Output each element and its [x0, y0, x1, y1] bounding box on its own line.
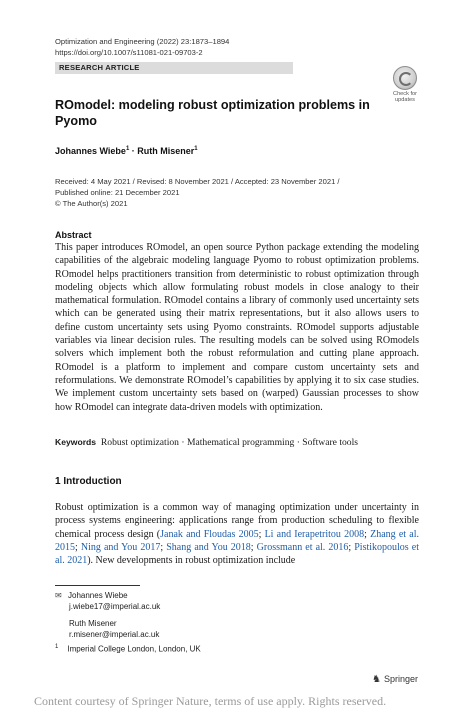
citation-link[interactable]: Ning and You 2017 [80, 541, 161, 553]
correspondence-email[interactable]: r.misener@imperial.ac.uk [69, 630, 160, 639]
publication-history [55, 176, 340, 209]
affiliation-text: Imperial College London, London, UK [67, 644, 201, 654]
citation-link[interactable]: Zhang et al. 2015 [55, 528, 419, 553]
affiliation-mark: 1 [55, 644, 59, 650]
history-published: Published online: 21 December 2021 [55, 188, 180, 197]
journal-citation: Optimization and Engineering (2022) 23:1873–1894 [55, 37, 230, 46]
paper-title: ROmodel: modeling robust optimization problems in Pyomo [55, 98, 370, 128]
article-type-bar [55, 62, 293, 74]
author-name[interactable]: Ruth Misener [137, 146, 195, 156]
check-for-updates-button[interactable] [388, 66, 422, 102]
correspondence-name: Johannes Wiebe [68, 591, 128, 600]
author-affiliation-mark: 1 [125, 146, 130, 152]
publisher-name: Springer [383, 674, 418, 684]
abstract-heading: Abstract [55, 230, 92, 240]
check-for-updates-icon [393, 66, 417, 90]
citation-link[interactable]: Pistikopoulos et al. 2021 [55, 541, 419, 567]
springer-horse-icon: ♞ [372, 674, 381, 685]
history-dates: Received: 4 May 2021 / Revised: 8 November 2021 / Accepted: 23 November 2021 / [55, 177, 340, 186]
correspondence-name: Ruth Misener [69, 619, 117, 628]
article-type-label: RESEARCH ARTICLE [59, 63, 140, 72]
correspondence-block [55, 590, 160, 640]
citation-link[interactable]: Li and Ierapetritou 2008 [264, 528, 365, 540]
author-separator: · [129, 146, 138, 156]
affiliation-note [55, 644, 201, 654]
envelope-icon: ✉ [55, 591, 62, 600]
citation-link[interactable]: Shang and You 2018 [166, 541, 251, 553]
citation-link[interactable]: Janak and Floudas 2005 [160, 528, 259, 540]
check-for-updates-label: Check for updates [393, 91, 417, 103]
section-heading: 1 Introduction [55, 476, 122, 487]
journal-doi[interactable]: https://doi.org/10.1007/s11081-021-09703-2 [55, 48, 203, 57]
section-paragraph: Robust optimization is a common way of managing optimization under uncertainty in process systems engineering: applications range from production scheduling to flexible chemical process design (Janak and Floudas 2005; Li and Ierapetritou 2008; Zhang et al. 2015; Ning and You 2017; Shang and You 2018; Grossmann et al. 2016; Pistikopoulos et al. 2021). New developments in robust optimization include [55, 502, 419, 567]
keywords-label: Keywords [55, 437, 97, 447]
citation-link[interactable]: Grossmann et al. 2016 [256, 541, 349, 553]
journal-header [55, 36, 229, 58]
copyright-notice: © The Author(s) 2021 [55, 199, 128, 208]
courtesy-watermark: Content courtesy of Springer Nature, terms of use apply. Rights reserved. [34, 694, 387, 708]
author-affiliation-mark: 1 [194, 146, 198, 152]
footnote-divider [55, 585, 140, 586]
publisher-logo [372, 674, 418, 685]
author-list [55, 146, 198, 156]
keywords-text: Robust optimization · Mathematical programming · Software tools [100, 437, 358, 448]
correspondence-email[interactable]: j.wiebe17@imperial.ac.uk [69, 602, 161, 611]
keywords-line [55, 437, 358, 448]
abstract-body: This paper introduces ROmodel, an open source Python package extending the modeling capabilities of the algebraic modeling language Pyomo to robust optimization problems. ROmodel helps practitioners transition from deterministic to robust optimization through modeling objects which allow formulating robust models in close analogy to their mathematical formulation. ROmodel contains a library of commonly used uncertainty sets which can be generated using their matrix representations, but it also allows users to define custom uncertainty sets using Pyomo constraints. ROmodel supports adjustable variables via linear decision rules. The resulting models can be solved using ROmodels solvers which implement both the robust reformulation and cutting plane approach. ROmodel is a platform to implement and compare custom uncertainty sets and reformulations. We demonstrate ROmodel’s capabilities by applying it to six case studies. We implement custom uncertainty sets based on (warped) Gaussian processes to show how ROmodel can integrate data-driven models with optimization. [55, 242, 419, 413]
author-name[interactable]: Johannes Wiebe [55, 146, 126, 156]
